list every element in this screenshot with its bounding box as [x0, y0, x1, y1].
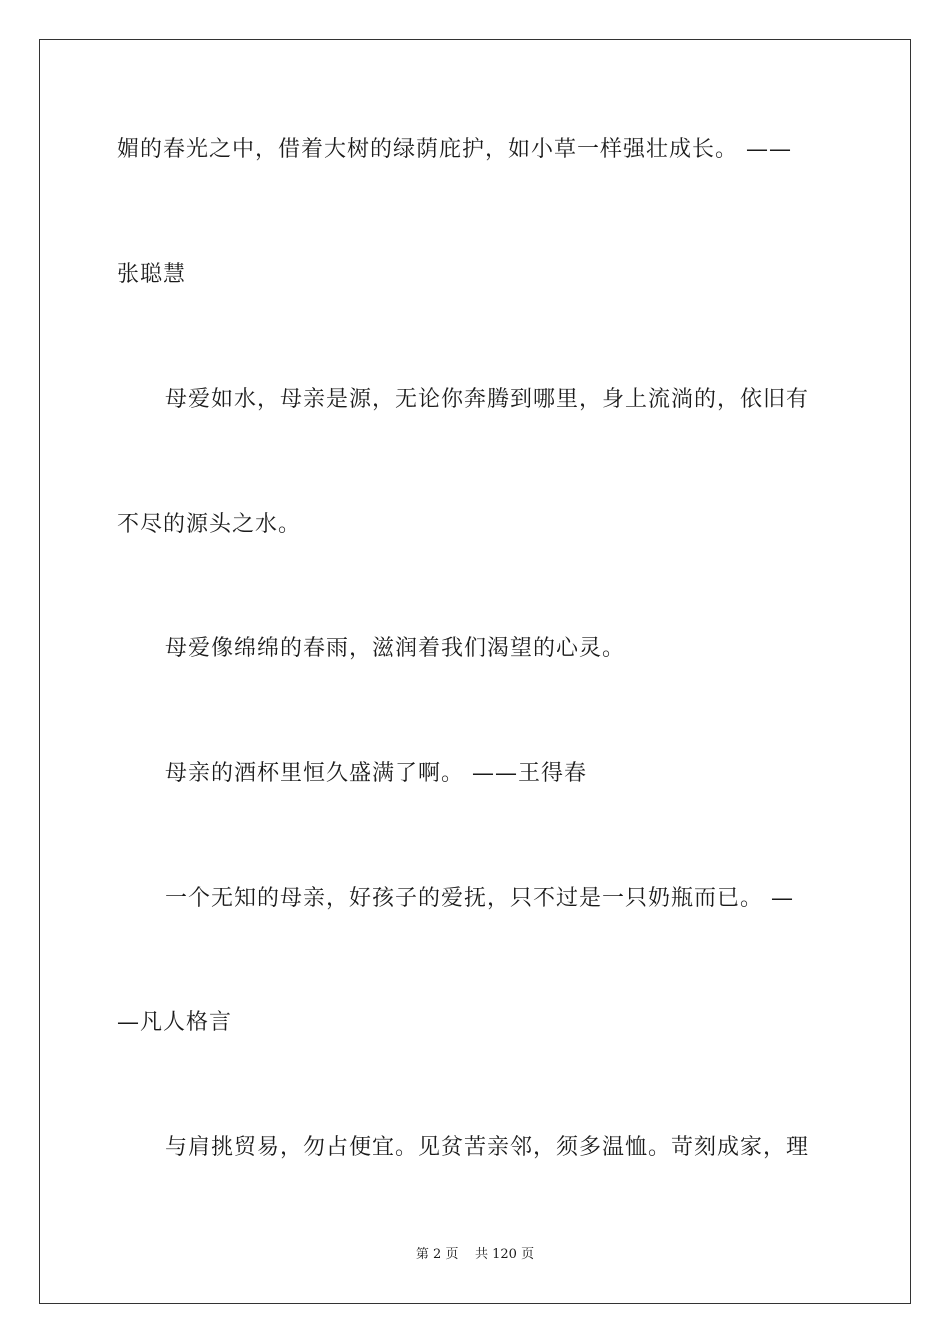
text-line: 张聪慧 [117, 262, 187, 287]
text-line: 一个无知的母亲，好孩子的爱抚，只不过是一只奶瓶而已。 — [165, 886, 794, 911]
page-border [39, 39, 911, 1304]
page-number-footer: 第 2 页 共 120 页 [415, 1247, 535, 1262]
text-line: 母亲的酒杯里恒久盛满了啊。 ——王得春 [165, 761, 587, 786]
text-line: —凡人格言 [117, 1010, 233, 1035]
text-line: 不尽的源头之水。 [117, 512, 302, 537]
text-line: 母爱像绵绵的春雨，滋润着我们渴望的心灵。 [165, 636, 626, 661]
text-line: 媚的春光之中，借着大树的绿荫庇护，如小草一样强壮成长。 —— [117, 137, 792, 162]
text-line: 与肩挑贸易，勿占便宜。见贫苦亲邻，须多温恤。苛刻成家，理 [165, 1135, 810, 1160]
text-line: 母爱如水，母亲是源，无论你奔腾到哪里，身上流淌的，依旧有 [165, 387, 810, 412]
